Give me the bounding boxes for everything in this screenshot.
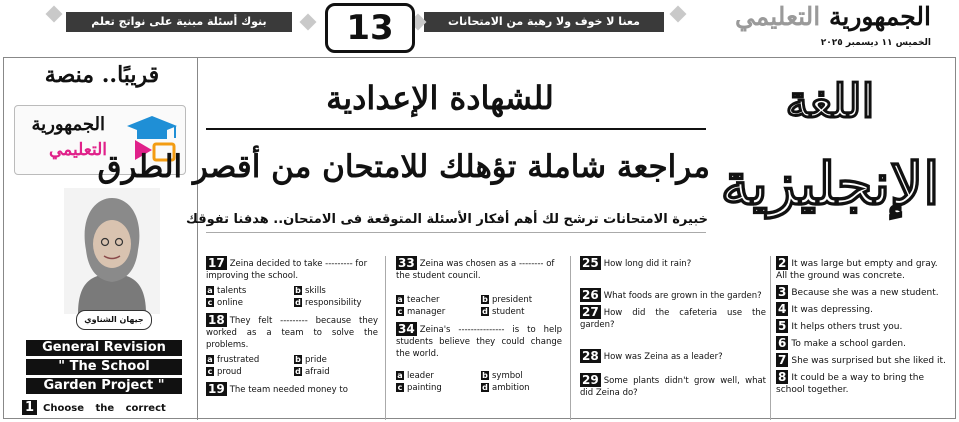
answer-text: It helps others trust you. (791, 322, 903, 332)
answer-3 (776, 285, 948, 299)
option: d ambition (482, 383, 530, 393)
question-27 (580, 305, 766, 331)
question-number: 1 (22, 400, 37, 415)
logo-part2: التعليمي (734, 2, 821, 31)
option: b symbol (482, 371, 523, 381)
page-tagline: خبيرة الامتحانات ترشح لك أهم أفكار الأسئلة المتوقعة فى الامتحان.. هدفنا تفوقك (185, 212, 708, 227)
question-number: 27 (582, 305, 599, 319)
page-subtitle: مراجعة شاملة تؤهلك للامتحان من أقصر الطرق (97, 149, 710, 185)
newspaper-logo (735, 2, 931, 31)
question-number: 28 (582, 349, 599, 363)
tagline-underline (206, 232, 706, 233)
question-text: How long did it rain? (603, 259, 692, 269)
page-number: 13 (325, 3, 415, 53)
answer-2 (776, 256, 948, 282)
question-number: 25 (582, 256, 599, 270)
option: c online (207, 298, 243, 308)
diamond-ornament-icon (670, 6, 687, 23)
question-number: 29 (582, 373, 599, 387)
revision-title-line3: Garden Project " (26, 378, 182, 394)
question-number: 33 (398, 256, 415, 270)
option: b pride (295, 355, 327, 365)
left-banner: بنوك أسئلة مبنية على نواتج تعلم (66, 12, 292, 32)
answer-number: 8 (778, 370, 787, 384)
question-34 (396, 322, 562, 360)
question-text: How did the cafeteria use the garden? (580, 308, 766, 330)
column-divider (197, 58, 198, 420)
subject-title-line2: الإنجليزية (720, 150, 940, 218)
answer-number: 5 (778, 319, 787, 333)
answer-number: 4 (778, 302, 787, 316)
answer-text: She was surprised but she liked it. (791, 356, 946, 366)
page-header (0, 0, 959, 56)
subject-title-line1: اللغة (785, 74, 875, 128)
question-text: The team needed money to (229, 385, 348, 395)
question-number: 26 (582, 288, 599, 302)
question-number: 34 (398, 322, 415, 336)
option: d afraid (295, 367, 330, 377)
question-29 (580, 373, 766, 399)
question-text: Some plants didn't grow well, what did Zeina do? (580, 376, 766, 398)
question-text: They felt --------- because they worked as a team to solve the problems. (206, 316, 378, 350)
option: b president (482, 295, 533, 305)
question-1 (22, 400, 166, 415)
column-divider (385, 256, 386, 420)
logo-part1: الجمهورية (828, 2, 931, 31)
question-number: 17 (208, 256, 225, 270)
answer-5 (776, 319, 948, 333)
options-17 (206, 285, 378, 309)
question-28 (580, 349, 766, 363)
options-34 (396, 370, 562, 394)
option: a leader (397, 371, 434, 381)
option: c manager (397, 307, 446, 317)
questions-column-1 (206, 256, 378, 422)
option: a frustrated (207, 355, 260, 365)
answer-7 (776, 353, 948, 367)
teacher-photo (64, 188, 160, 314)
options-18 (206, 354, 378, 378)
answer-8 (776, 370, 948, 396)
answer-number: 7 (778, 353, 787, 367)
slogan-banner: معنا لا خوف ولا رهبة من الامتحانات (424, 12, 664, 32)
answer-text: It was large but empty and gray. All the ground was concrete. (776, 259, 938, 281)
platform-logo-line2: التعليمي (49, 140, 107, 160)
question-text: Choose the correct (43, 403, 166, 414)
option: b skills (295, 286, 326, 296)
question-33 (396, 256, 562, 282)
diamond-ornament-icon (300, 14, 317, 31)
questions-column-2 (396, 256, 562, 422)
column-divider (570, 256, 571, 420)
answers-column (776, 256, 948, 422)
coming-soon-heading: قريبًا.. منصة (44, 62, 160, 88)
question-text: Zeina was chosen as a -------- of the student council. (396, 259, 555, 281)
option: d student (482, 307, 525, 317)
platform-logo-line1: الجمهورية (31, 114, 105, 135)
question-26 (580, 288, 766, 302)
question-25 (580, 256, 766, 270)
question-text: Zeina decided to take --------- for improving the school. (206, 259, 368, 281)
answer-number: 2 (778, 256, 787, 270)
question-text: What foods are grown in the garden? (603, 291, 762, 301)
option: c proud (207, 367, 242, 377)
teacher-name: جيهان الشناوي (76, 310, 152, 330)
answer-text: Because she was a new student. (791, 288, 939, 298)
option: a talents (207, 286, 247, 296)
option: a teacher (397, 295, 440, 305)
question-text: Zeina's --------------- is to help students believe they could change the world. (396, 325, 562, 359)
answer-4 (776, 302, 948, 316)
diamond-ornament-icon (46, 6, 63, 23)
option: c painting (397, 383, 442, 393)
column-divider (770, 256, 771, 420)
answer-text: To make a school garden. (791, 339, 906, 349)
answer-number: 3 (778, 285, 787, 299)
question-text: How was Zeina as a leader? (603, 352, 723, 362)
revision-title-line2: " The School (26, 359, 182, 375)
question-19 (206, 382, 378, 396)
option: d responsibility (295, 298, 362, 308)
revision-title-line1: General Revision (26, 340, 182, 356)
question-17 (206, 256, 378, 282)
title-divider (206, 128, 706, 130)
answer-number: 6 (778, 336, 787, 350)
page-title: للشهادة الإعدادية (326, 79, 554, 117)
question-number: 18 (208, 313, 225, 327)
answer-text: It could be a way to bring the school together. (776, 373, 925, 395)
options-33 (396, 294, 562, 318)
questions-column-3 (580, 256, 766, 422)
answer-6 (776, 336, 948, 350)
question-18 (206, 313, 378, 351)
issue-date: الخميس ١١ ديسمبر ٢٠٢٥ (820, 38, 931, 48)
answer-text: It was depressing. (791, 305, 873, 315)
question-number: 19 (208, 382, 225, 396)
